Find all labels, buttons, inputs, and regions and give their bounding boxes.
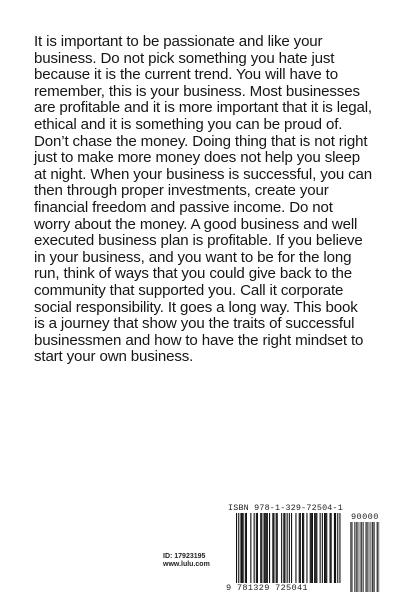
barcode-bar [356, 522, 357, 592]
barcode-bar [352, 522, 353, 592]
barcode-bar [326, 513, 327, 583]
barcode-bar [238, 513, 239, 583]
barcode-digits: 9 781329 725041 [226, 583, 308, 593]
barcode-bar [339, 513, 340, 583]
barcode-bar [367, 522, 368, 592]
barcode-bar [277, 513, 278, 583]
barcode-bar [276, 513, 277, 583]
barcode-bar [283, 513, 284, 583]
barcode-bar [269, 513, 270, 583]
barcode-bar [243, 513, 244, 583]
barcode-bar [240, 513, 241, 583]
barcode-bar [370, 522, 371, 592]
barcode-bar [266, 513, 267, 583]
barcode-bar [356, 522, 357, 592]
barcode-bar [257, 513, 258, 583]
barcode-bar [372, 522, 373, 592]
barcode-bar [273, 513, 274, 583]
barcode-bar [354, 522, 355, 592]
barcode-bar [369, 522, 370, 592]
barcode-bar [325, 513, 326, 583]
barcode-bar [302, 513, 303, 583]
barcode-bar [335, 513, 336, 583]
publisher-imprint [163, 553, 210, 568]
barcode-bar [337, 513, 338, 583]
barcode-bar [314, 513, 315, 583]
barcode-bar [362, 522, 363, 592]
barcode-bar [316, 513, 317, 583]
barcode-bar [299, 513, 300, 583]
barcode-bar [350, 522, 351, 592]
barcode-bar [359, 522, 360, 592]
barcode-bar [260, 513, 261, 583]
barcode-bar [320, 513, 321, 583]
barcode-bar [265, 513, 266, 583]
barcode-bar [334, 513, 335, 583]
barcode-bar [377, 522, 378, 592]
barcode-bar [311, 513, 312, 583]
barcode-bar [366, 522, 367, 592]
lulu-id-label: ID: 17923195 [163, 553, 206, 560]
barcode-bar [374, 522, 375, 592]
barcode-bar [267, 513, 268, 583]
barcode-bar [315, 513, 316, 583]
barcode-bar [331, 513, 332, 583]
barcode-bar [250, 513, 251, 583]
barcode-bar [245, 513, 246, 583]
barcode-bar [310, 513, 311, 583]
barcode-bar [264, 513, 265, 583]
barcode-bar [357, 522, 358, 592]
barcode-bar [372, 522, 373, 592]
barcode-bar [377, 522, 378, 592]
barcode-bar [291, 513, 292, 583]
barcode-bar [363, 522, 364, 592]
barcode-bar [236, 513, 237, 583]
barcode-addon-digits: 90000 [351, 512, 379, 522]
barcode-bar [289, 513, 290, 583]
barcode-bar [246, 513, 247, 583]
barcode-bar [322, 513, 323, 583]
barcode-bar [242, 513, 243, 583]
barcode-bar [300, 513, 301, 583]
barcode-bar [366, 522, 367, 592]
barcode-bar [254, 513, 255, 583]
barcode-bar [330, 513, 331, 583]
barcode-bar [284, 513, 285, 583]
barcode-bar [361, 522, 362, 592]
barcode-bar [324, 513, 325, 583]
barcode-bar [272, 513, 273, 583]
barcode-bar [312, 513, 313, 583]
isbn-barcode [226, 501, 382, 593]
lulu-site: www.lulu.com [163, 560, 210, 568]
barcode-bar [361, 522, 362, 592]
barcode-bar [373, 522, 374, 592]
barcode-bar [261, 513, 262, 583]
barcode-bar [256, 513, 257, 583]
barcode-bar [303, 513, 304, 583]
barcode-bar [281, 513, 282, 583]
barcode-bar [287, 513, 288, 583]
barcode-bar [306, 513, 307, 583]
barcode-bar [379, 522, 380, 592]
barcode-bar [295, 513, 296, 583]
barcode-bar [351, 522, 352, 592]
isbn-label: ISBN 978-1-329-72504-1 [228, 503, 343, 513]
back-cover-blurb: It is important to be passionate and like your business. Do not pick something you hate just because it is the current trend. You will have to remember, this is your business. Most businesses are profitable and it is more important that it is legal, ethical and it is something you can be proud of. Don’t chase the money. Doing thing that is not right just to make more money does not help you sleep at night. When your business is successful, you can then through proper investments, create your financial freedom and passive income. Do not worry about the money. A good business and well executed business plan is profitable. If you believe in your business, and you want to be for the long run, think of ways that you could give back to the community that supported you. Call it corporate social responsibility. It goes a long way. This book is a journey that show you the traits of successful businessmen and how to have the right mindset to start your own business. [34, 33, 373, 366]
